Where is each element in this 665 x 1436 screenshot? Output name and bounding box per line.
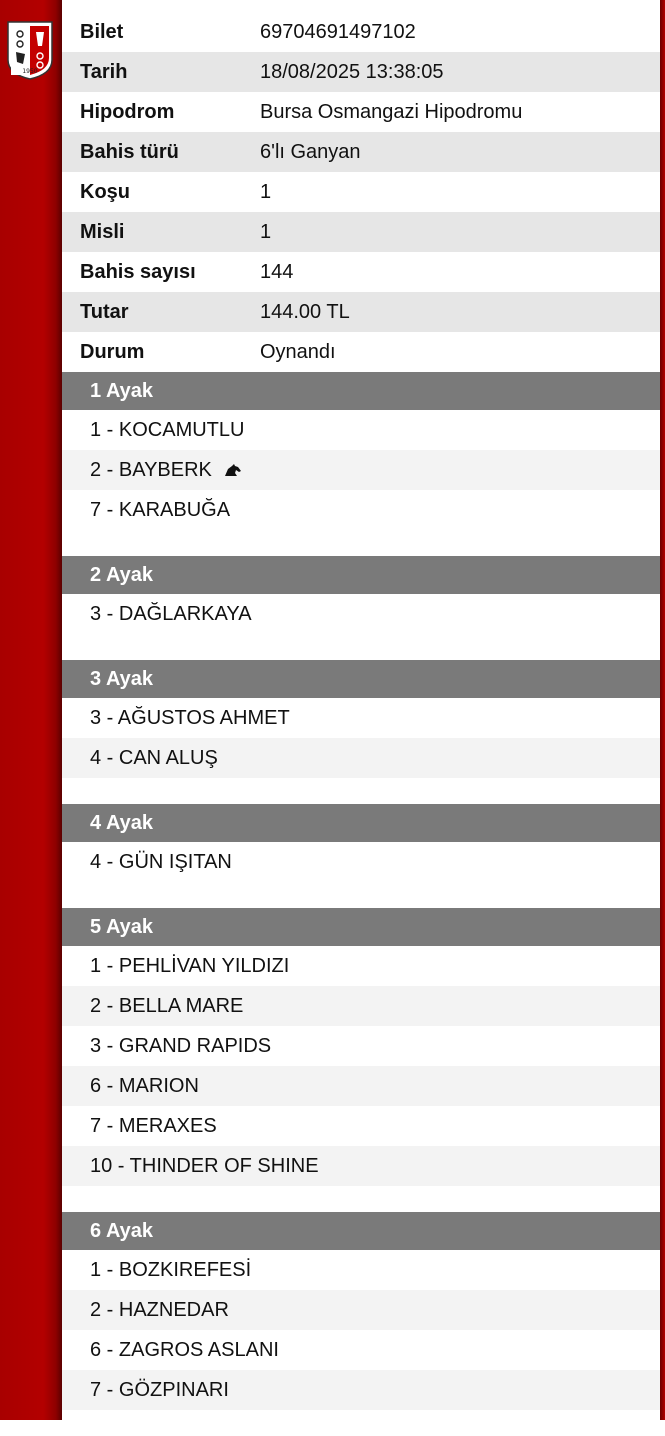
ticket-row-1: [62, 52, 660, 92]
ticket-row-5: [62, 212, 660, 252]
runner-name: 2 - HAZNEDAR: [90, 1298, 229, 1321]
leg-spacer: [62, 530, 660, 556]
runner-row: [62, 1146, 660, 1186]
ticket-value: 144: [260, 260, 294, 283]
ticket-row-0: [62, 12, 660, 52]
runner-name: 2 - BELLA MARE: [90, 994, 244, 1017]
runner-name: 1 - BOZKIREFESİ: [90, 1258, 252, 1281]
ticket-row-2: [62, 92, 660, 132]
runner-row: [62, 698, 660, 738]
runner-row: [62, 1370, 660, 1410]
ticket-label: Bahis türü: [80, 140, 179, 163]
runner-name: 6 - ZAGROS ASLANI: [90, 1338, 279, 1361]
leg-header: 5 Ayak: [62, 908, 660, 946]
ticket-info-table: [62, 12, 660, 372]
ticket-label: Tutar: [80, 300, 129, 323]
ticket-value: 1: [260, 220, 272, 243]
runner-name: 1 - KOCAMUTLU: [90, 418, 245, 441]
runner-name: 4 - GÜN IŞITAN: [90, 850, 232, 873]
ticket-row-8: [62, 332, 660, 372]
runner-row: [62, 1066, 660, 1106]
left-sidebar: [0, 0, 62, 1420]
runner-row: [62, 738, 660, 778]
runner-name: 1 - PEHLİVAN YILDIZI: [90, 954, 290, 977]
ticket-label: Durum: [80, 340, 145, 363]
runner-row: [62, 594, 660, 634]
runner-row: [62, 986, 660, 1026]
runner-row: [62, 1250, 660, 1290]
runner-name: 7 - KARABUĞA: [90, 498, 231, 521]
ticket-row-6: [62, 252, 660, 292]
runner-name: 3 - DAĞLARKAYA: [90, 602, 252, 625]
runner-name: 3 - AĞUSTOS AHMET: [90, 706, 290, 729]
runner-name: 2 - BAYBERK: [90, 458, 212, 481]
runner-row: [62, 1330, 660, 1370]
leg-header: 6 Ayak: [62, 1212, 660, 1250]
ticket-value: Oynandı: [260, 340, 336, 363]
leg-spacer: [62, 1410, 660, 1436]
legs-list: [62, 372, 660, 1436]
ticket-label: Koşu: [80, 180, 130, 203]
ticket-label: Bilet: [80, 20, 124, 43]
runner-row: [62, 450, 660, 490]
runner-name: 10 - THINDER OF SHINE: [90, 1154, 319, 1177]
ticket-value: 1: [260, 180, 272, 203]
ticket-value: 6'lı Ganyan: [260, 140, 361, 163]
runner-row: [62, 946, 660, 986]
runner-row: [62, 1026, 660, 1066]
runner-row: [62, 1106, 660, 1146]
runner-name: 7 - GÖZPINARI: [90, 1378, 229, 1401]
runner-row: [62, 410, 660, 450]
runner-row: [62, 1290, 660, 1330]
leg-spacer: [62, 882, 660, 908]
ticket-label: Tarih: [80, 60, 128, 83]
ticket-value: 18/08/2025 13:38:05: [260, 60, 444, 83]
leg-header: 4 Ayak: [62, 804, 660, 842]
ticket-value: Bursa Osmangazi Hipodromu: [260, 100, 523, 123]
runner-name: 4 - CAN ALUŞ: [90, 746, 218, 769]
right-border: [660, 0, 665, 1420]
ticket-label: Bahis sayısı: [80, 260, 196, 283]
runner-name: 3 - GRAND RAPIDS: [90, 1034, 272, 1057]
ticket-row-3: [62, 132, 660, 172]
ticket-row-4: [62, 172, 660, 212]
ticket-label: Misli: [80, 220, 125, 243]
leg-header: 1 Ayak: [62, 372, 660, 410]
runner-name: 7 - MERAXES: [90, 1114, 217, 1137]
ticket-row-7: [62, 292, 660, 332]
leg-spacer: [62, 634, 660, 660]
ticket-value: 144.00 TL: [260, 300, 350, 323]
runner-name: 6 - MARION: [90, 1074, 199, 1097]
leg-header: 2 Ayak: [62, 556, 660, 594]
logo-year: 1950: [22, 68, 38, 75]
runner-row: [62, 842, 660, 882]
horse-head-icon: [224, 463, 242, 477]
leg-spacer: [62, 1186, 660, 1212]
leg-spacer: [62, 778, 660, 804]
ticket-detail: [62, 12, 660, 1436]
ticket-value: 69704691497102: [260, 20, 416, 43]
runner-row: [62, 490, 660, 530]
ticket-label: Hipodrom: [80, 100, 175, 123]
club-crest-logo: [5, 18, 55, 80]
leg-header: 3 Ayak: [62, 660, 660, 698]
